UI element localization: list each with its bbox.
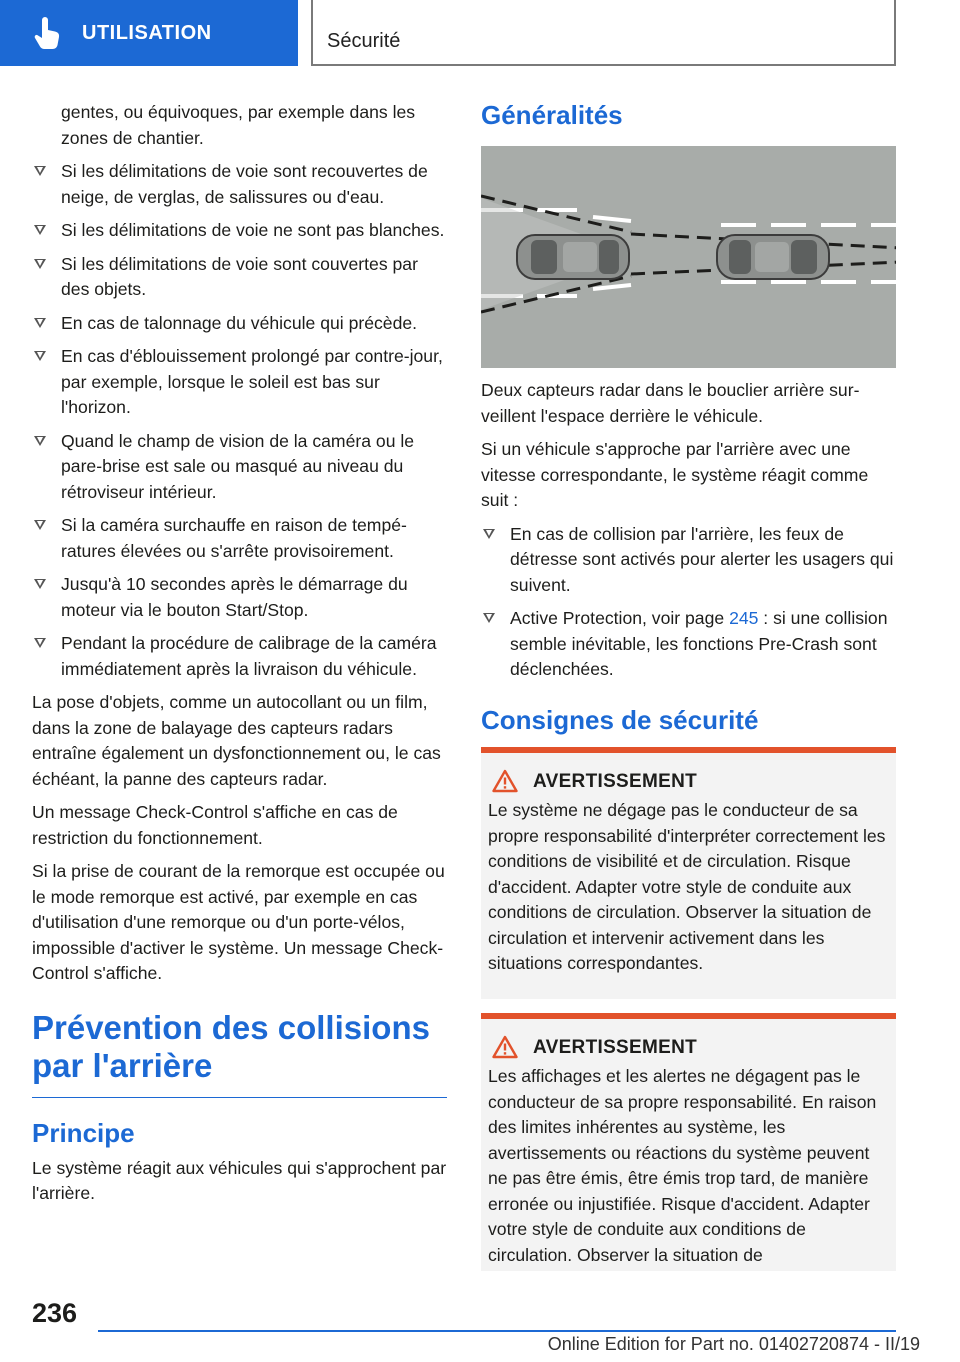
- subsection-heading: Principe: [32, 1117, 135, 1148]
- chapter-label: UTILISATION: [82, 21, 212, 44]
- triangle-bullet-icon: [34, 225, 46, 235]
- triangle-bullet-icon: [483, 529, 495, 539]
- list-item: En cas de talonnage du véhicule qui précède.: [32, 311, 447, 337]
- list-item: Si les délimitations de voie sont recouvertes de neige, de verglas, de salissures ou d'eau.: [32, 159, 447, 210]
- list-item: En cas d'éblouissement prolongé par contre-jour, par exemple, lorsque le soleil est bas sur l'horizon.: [32, 344, 447, 421]
- paragraph: Un message Check-Control s'affiche en cas de restriction du fonctionnement.: [32, 802, 398, 848]
- figure-caption: Deux capteurs radar dans le bouclier arrière surveillent l'espace derrière le véhicule.: [481, 380, 860, 426]
- warning-title: AVERTISSEMENT: [533, 1036, 698, 1058]
- triangle-bullet-icon: [34, 638, 46, 648]
- triangle-bullet-icon: [34, 579, 46, 589]
- paragraph: Si la prise de courant de la remorque est occupée ou le mode remorque est activé, par exemple en cas d'utilisation d'une remorque ou d'un porte-vélos, impossible d'activer le système. Un message Check-Control s'affiche.: [32, 861, 445, 983]
- warning-triangle-icon: [492, 769, 518, 793]
- subsection-heading: Consignes de sécurité: [481, 704, 759, 735]
- limitations-list: [32, 159, 447, 682]
- warning-title: AVERTISSEMENT: [533, 770, 698, 792]
- list-item: Si la caméra surchauffe en raison de températures élevées ou s'arrête provisoirement.: [32, 513, 447, 564]
- list-item: En cas de collision par l'arrière, les feux de détresse sont activés pour alerter les usagers qui suivent.: [481, 522, 896, 599]
- triangle-bullet-icon: [34, 520, 46, 530]
- triangle-bullet-icon: [34, 259, 46, 269]
- warning-text: Les affichages et les alertes ne dégagent pas le conducteur de sa propre responsabilité. En raison des limites inhérentes au système, les avertissements ou réactions du système peuvent ne pas être émis, être émis trop tard, de manière erronée ou injustifiée. Risque d'accident. Adapter votre style de conduite aux conditions de circulation. Observer la situation de: [488, 1066, 877, 1265]
- section-heading: Prévention des collisions par l'arrière: [32, 1009, 447, 1098]
- list-item: Si les délimitations de voie sont couvertes par des objets.: [32, 252, 447, 303]
- paragraph: Si un véhicule s'approche par l'arrière avec une vitesse correspondante, le système réagit comme suit :: [481, 439, 869, 510]
- warning-box: [481, 747, 896, 999]
- chapter-tab[interactable]: [0, 0, 298, 66]
- footer-divider: [98, 1330, 896, 1332]
- section-title: Sécurité: [327, 30, 401, 52]
- triangle-bullet-icon: [34, 436, 46, 446]
- paragraph: La pose d'objets, comme un autocollant ou un film, dans la zone de balayage des capteurs radars entraîne également un dysfonctionnement ou, le cas échéant, la panne des capteurs radar.: [32, 692, 441, 789]
- paragraph: Le système réagit aux véhicules qui s'approchent par l'arrière.: [32, 1157, 447, 1203]
- edition-footer: Online Edition for Part no. 01402720874 - II/19: [547, 1334, 920, 1354]
- list-item: Quand le champ de vision de la caméra ou le pare-brise est sale ou masqué au niveau du rétroviseur intérieur.: [32, 429, 447, 506]
- hand-pointer-icon: [28, 13, 68, 53]
- list-item: Si les délimitations de voie ne sont pas blanches.: [32, 218, 447, 244]
- left-column: [32, 100, 447, 1215]
- triangle-bullet-icon: [483, 613, 495, 623]
- warning-triangle-icon: [492, 1035, 518, 1059]
- reaction-list: [481, 522, 896, 683]
- subsection-heading: Généralités: [481, 100, 623, 130]
- rear-radar-illustration: [481, 146, 896, 368]
- triangle-bullet-icon: [34, 318, 46, 328]
- triangle-bullet-icon: [34, 351, 46, 361]
- list-item: Active Protection, voir page 245 : si une collision semble inévitable, les fonctions Pre-Crash sont déclenchées.: [481, 606, 896, 683]
- warning-text: Le système ne dégage pas le conducteur de sa propre responsabilité d'interpréter correctement les conditions de visibilité et de circulation. Risque d'accident. Adapter votre style de conduite aux conditions de circulation. Observer la situation de circulation et intervenir activement dans les situations correspondantes.: [488, 800, 886, 973]
- page-link[interactable]: 245: [729, 608, 759, 628]
- page-number: 236: [32, 1298, 78, 1328]
- intro-continuation: gentes, ou équivoques, par exemple dans les zones de chantier.: [61, 102, 416, 148]
- warning-box: [481, 1013, 896, 1271]
- section-header: [311, 0, 896, 66]
- list-item: Pendant la procédure de calibrage de la caméra immédiatement après la livraison du véhicule.: [32, 631, 447, 682]
- triangle-bullet-icon: [34, 166, 46, 176]
- list-item: Jusqu'à 10 secondes après le démarrage du moteur via le bouton Start/Stop.: [32, 572, 447, 623]
- right-column: [481, 100, 896, 1271]
